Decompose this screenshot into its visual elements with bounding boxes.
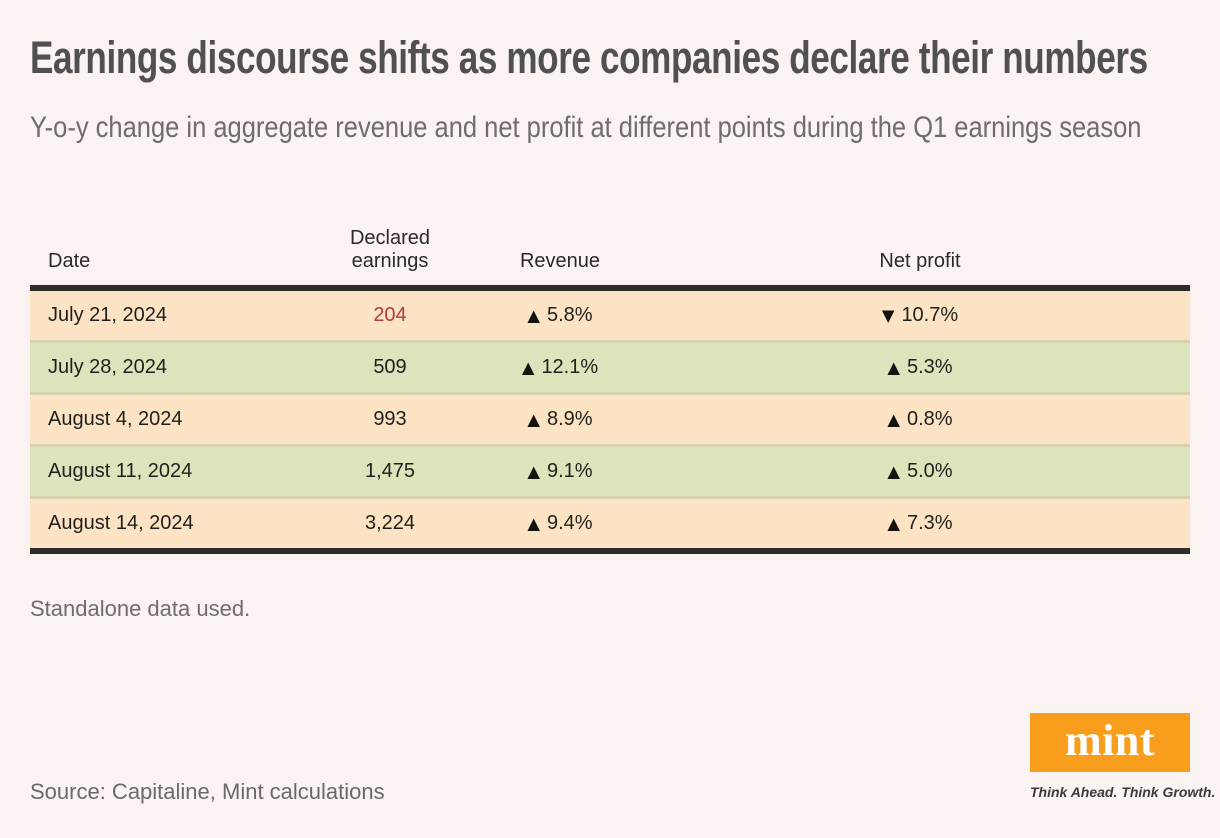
mint-logo: [1030, 713, 1190, 772]
cell-net-profit: [650, 356, 1190, 379]
cell-date: August 11, 2024: [48, 460, 193, 483]
net-profit-value: 5.0%: [907, 460, 953, 483]
cell-declared-earnings: 204: [373, 304, 407, 327]
table-body: [30, 291, 1190, 548]
cell-net-profit: [650, 512, 1190, 535]
table-row: [30, 496, 1190, 548]
up-triangle-icon: ▲: [887, 358, 900, 378]
revenue-value: 9.4%: [547, 512, 593, 535]
revenue-value: 9.1%: [547, 460, 593, 483]
column-header-date: Date: [48, 250, 91, 273]
cell-revenue: [470, 304, 650, 327]
net-profit-value: 7.3%: [907, 512, 953, 535]
up-triangle-icon: ▲: [887, 514, 900, 534]
table-header-row: [30, 193, 1190, 285]
down-triangle-icon: ▼: [881, 306, 895, 326]
cell-declared-earnings: 1,475: [364, 460, 416, 483]
revenue-value: 5.8%: [547, 304, 593, 327]
cell-revenue: [470, 512, 650, 535]
cell-date: July 28, 2024: [48, 356, 167, 379]
cell-declared-earnings: 509: [373, 356, 407, 379]
revenue-value: 8.9%: [547, 408, 593, 431]
brand-tagline: Think Ahead. Think Growth.: [1030, 784, 1216, 800]
up-triangle-icon: ▲: [527, 306, 540, 326]
column-header-net-profit: Net profit: [879, 250, 961, 273]
page-title: Earnings discourse shifts as more companies declare their numbers: [30, 32, 1148, 83]
up-triangle-icon: ▲: [527, 462, 540, 482]
up-triangle-icon: ▲: [887, 462, 900, 482]
up-triangle-icon: ▲: [521, 358, 535, 378]
net-profit-value: 10.7%: [901, 304, 959, 327]
column-header-revenue: Revenue: [519, 250, 601, 273]
cell-net-profit: [650, 408, 1190, 431]
up-triangle-icon: ▲: [887, 410, 900, 430]
cell-date: July 21, 2024: [48, 304, 167, 327]
net-profit-value: 0.8%: [907, 408, 953, 431]
table-row: [30, 444, 1190, 496]
table-row: [30, 392, 1190, 444]
mint-wordmark: mint: [1065, 715, 1155, 765]
cell-revenue: [470, 460, 650, 483]
table-bottom-rule: [30, 548, 1190, 554]
cell-revenue: [470, 408, 650, 431]
cell-net-profit: [650, 460, 1190, 483]
cell-date: August 14, 2024: [48, 512, 194, 535]
cell-declared-earnings: 993: [373, 408, 407, 431]
cell-revenue: [470, 356, 650, 379]
revenue-value: 12.1%: [541, 356, 599, 379]
earnings-table: [30, 193, 1190, 554]
cell-net-profit: [650, 304, 1190, 327]
mint-brand-block: [1030, 713, 1216, 800]
table-row: [30, 340, 1190, 392]
source-attribution: Source: Capitaline, Mint calculations: [30, 779, 385, 804]
up-triangle-icon: ▲: [527, 410, 540, 430]
up-triangle-icon: ▲: [527, 514, 540, 534]
cell-declared-earnings: 3,224: [364, 512, 416, 535]
net-profit-value: 5.3%: [907, 356, 953, 379]
table-row: [30, 291, 1190, 340]
footnote: Standalone data used.: [30, 596, 251, 622]
column-header-declared-earnings: Declared earnings: [349, 227, 431, 273]
cell-date: August 4, 2024: [48, 408, 183, 431]
page-subtitle: Y-o-y change in aggregate revenue and net profit at different points during the Q1 earnings season: [30, 111, 1142, 145]
